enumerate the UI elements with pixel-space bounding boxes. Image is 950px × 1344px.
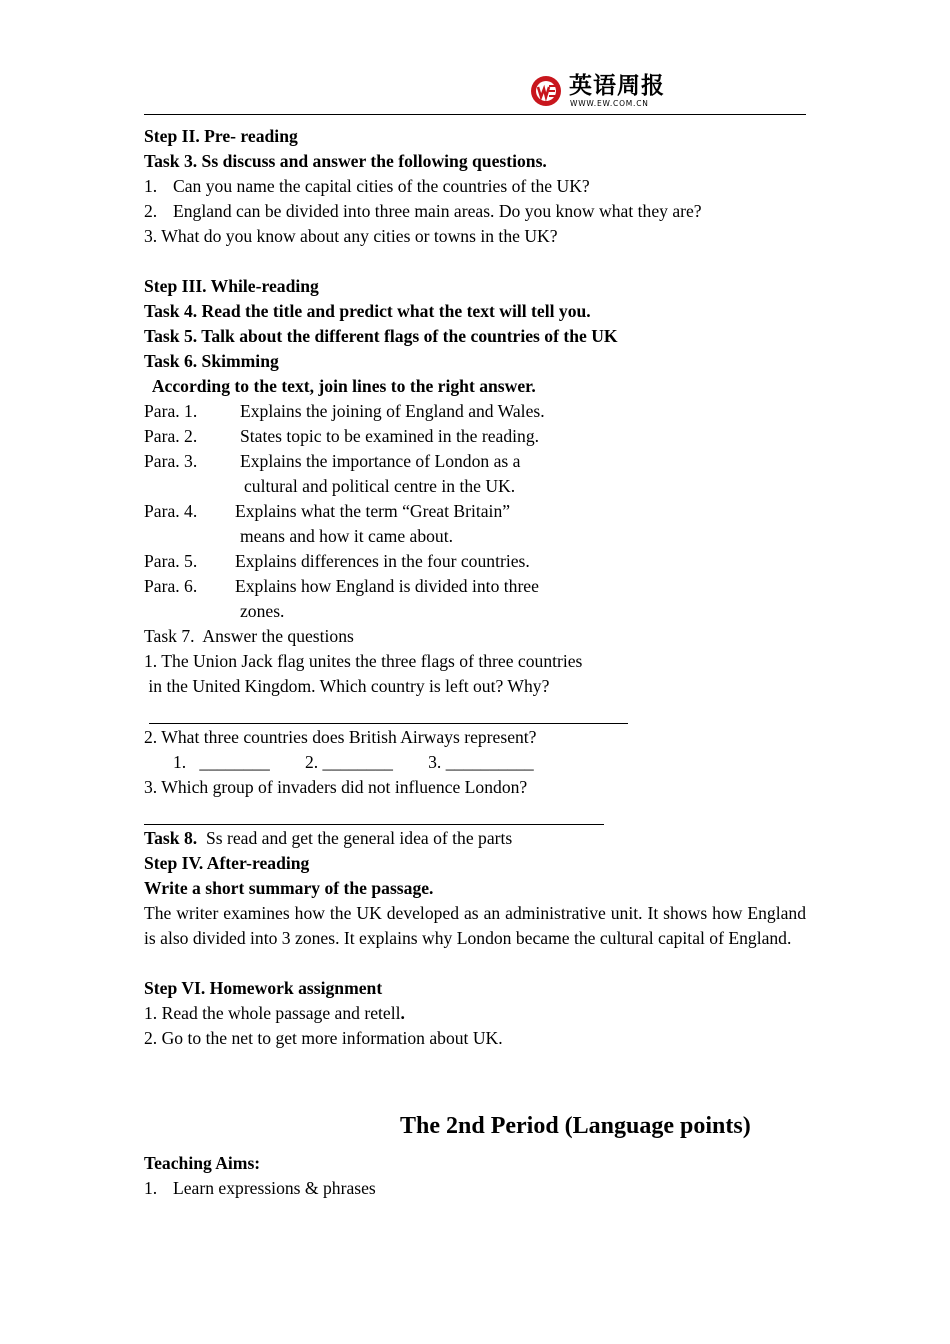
period-2-title: The 2nd Period (Language points) — [400, 1113, 751, 1139]
task-7-heading: Task 7. Answer the questions — [144, 626, 354, 646]
task-7-question-1b: in the United Kingdom. Which country is left out? Why? — [144, 676, 550, 696]
step-6-heading: Step VI. Homework assignment — [144, 978, 383, 998]
para-2-row: Para. 2. States topic to be examined in the reading. — [144, 426, 540, 446]
task-7-question-2: 2. What three countries does British Airways represent? — [144, 727, 537, 747]
logo-url: WWW.EW.COM.CN — [570, 99, 649, 108]
task-7-question-2-blanks[interactable]: 1. ________ 2. ________ 3. __________ — [173, 752, 534, 772]
para-1-row: Para. 1. Explains the joining of England and Wales. — [144, 401, 545, 421]
step-2-heading: Step II. Pre- reading — [144, 126, 298, 146]
teaching-aims-heading: Teaching Aims: — [144, 1153, 261, 1173]
homework-1: 1. Read the whole passage and retell. — [144, 1003, 405, 1023]
logo-text: 英语周报 — [569, 72, 665, 99]
step-4-heading: Step IV. After-reading — [144, 853, 310, 873]
teaching-aim-1: 1. Learn expressions & phrases — [144, 1178, 376, 1198]
task-5-heading: Task 5. Talk about the different flags of the countries of the UK — [144, 326, 618, 346]
task-8-row: Task 8. Ss read and get the general idea of the parts — [144, 828, 513, 848]
task-7-question-1a: 1. The Union Jack flag unites the three flags of three countries — [144, 651, 583, 671]
para-4-continuation: means and how it came about. — [240, 526, 454, 546]
summary-paragraph: The writer examines how the UK developed as an administrative unit. It shows how England is also divided into 3 zones. It explains why London became the cultural capital of England. — [144, 903, 806, 948]
task-6-instruction: According to the text, join lines to the right answer. — [144, 376, 536, 396]
answer-blank-3[interactable] — [144, 808, 604, 825]
question-3: 3. What do you know about any cities or towns in the UK? — [144, 226, 558, 246]
step-3-heading: Step III. While-reading — [144, 276, 319, 296]
document-body — [144, 124, 806, 1201]
task-4-heading: Task 4. Read the title and predict what the text will tell you. — [144, 301, 591, 321]
homework-2: 2. Go to the net to get more information about UK. — [144, 1028, 503, 1048]
answer-blank-1[interactable] — [149, 707, 628, 724]
task-7-question-3: 3. Which group of invaders did not influence London? — [144, 777, 528, 797]
step-4-subheading: Write a short summary of the passage. — [144, 878, 434, 898]
question-1: 1. Can you name the capital cities of the countries of the UK? — [144, 176, 590, 196]
page-header — [144, 68, 806, 115]
task-3-heading: Task 3. Ss discuss and answer the following questions. — [144, 151, 547, 171]
para-4-row: Para. 4. Explains what the term “Great Britain” — [144, 501, 511, 521]
task-6-heading: Task 6. Skimming — [144, 351, 279, 371]
para-6-continuation: zones. — [240, 601, 285, 621]
question-2: 2. England can be divided into three main areas. Do you know what they are? — [144, 201, 702, 221]
para-6-row: Para. 6. Explains how England is divided into three — [144, 576, 539, 596]
ew-emblem-icon — [529, 74, 565, 110]
para-3-continuation: cultural and political centre in the UK. — [244, 476, 516, 496]
para-5-row: Para. 5. Explains differences in the four countries. — [144, 551, 530, 571]
para-3-row: Para. 3. Explains the importance of London as a — [144, 451, 521, 471]
newspaper-logo — [529, 72, 669, 110]
